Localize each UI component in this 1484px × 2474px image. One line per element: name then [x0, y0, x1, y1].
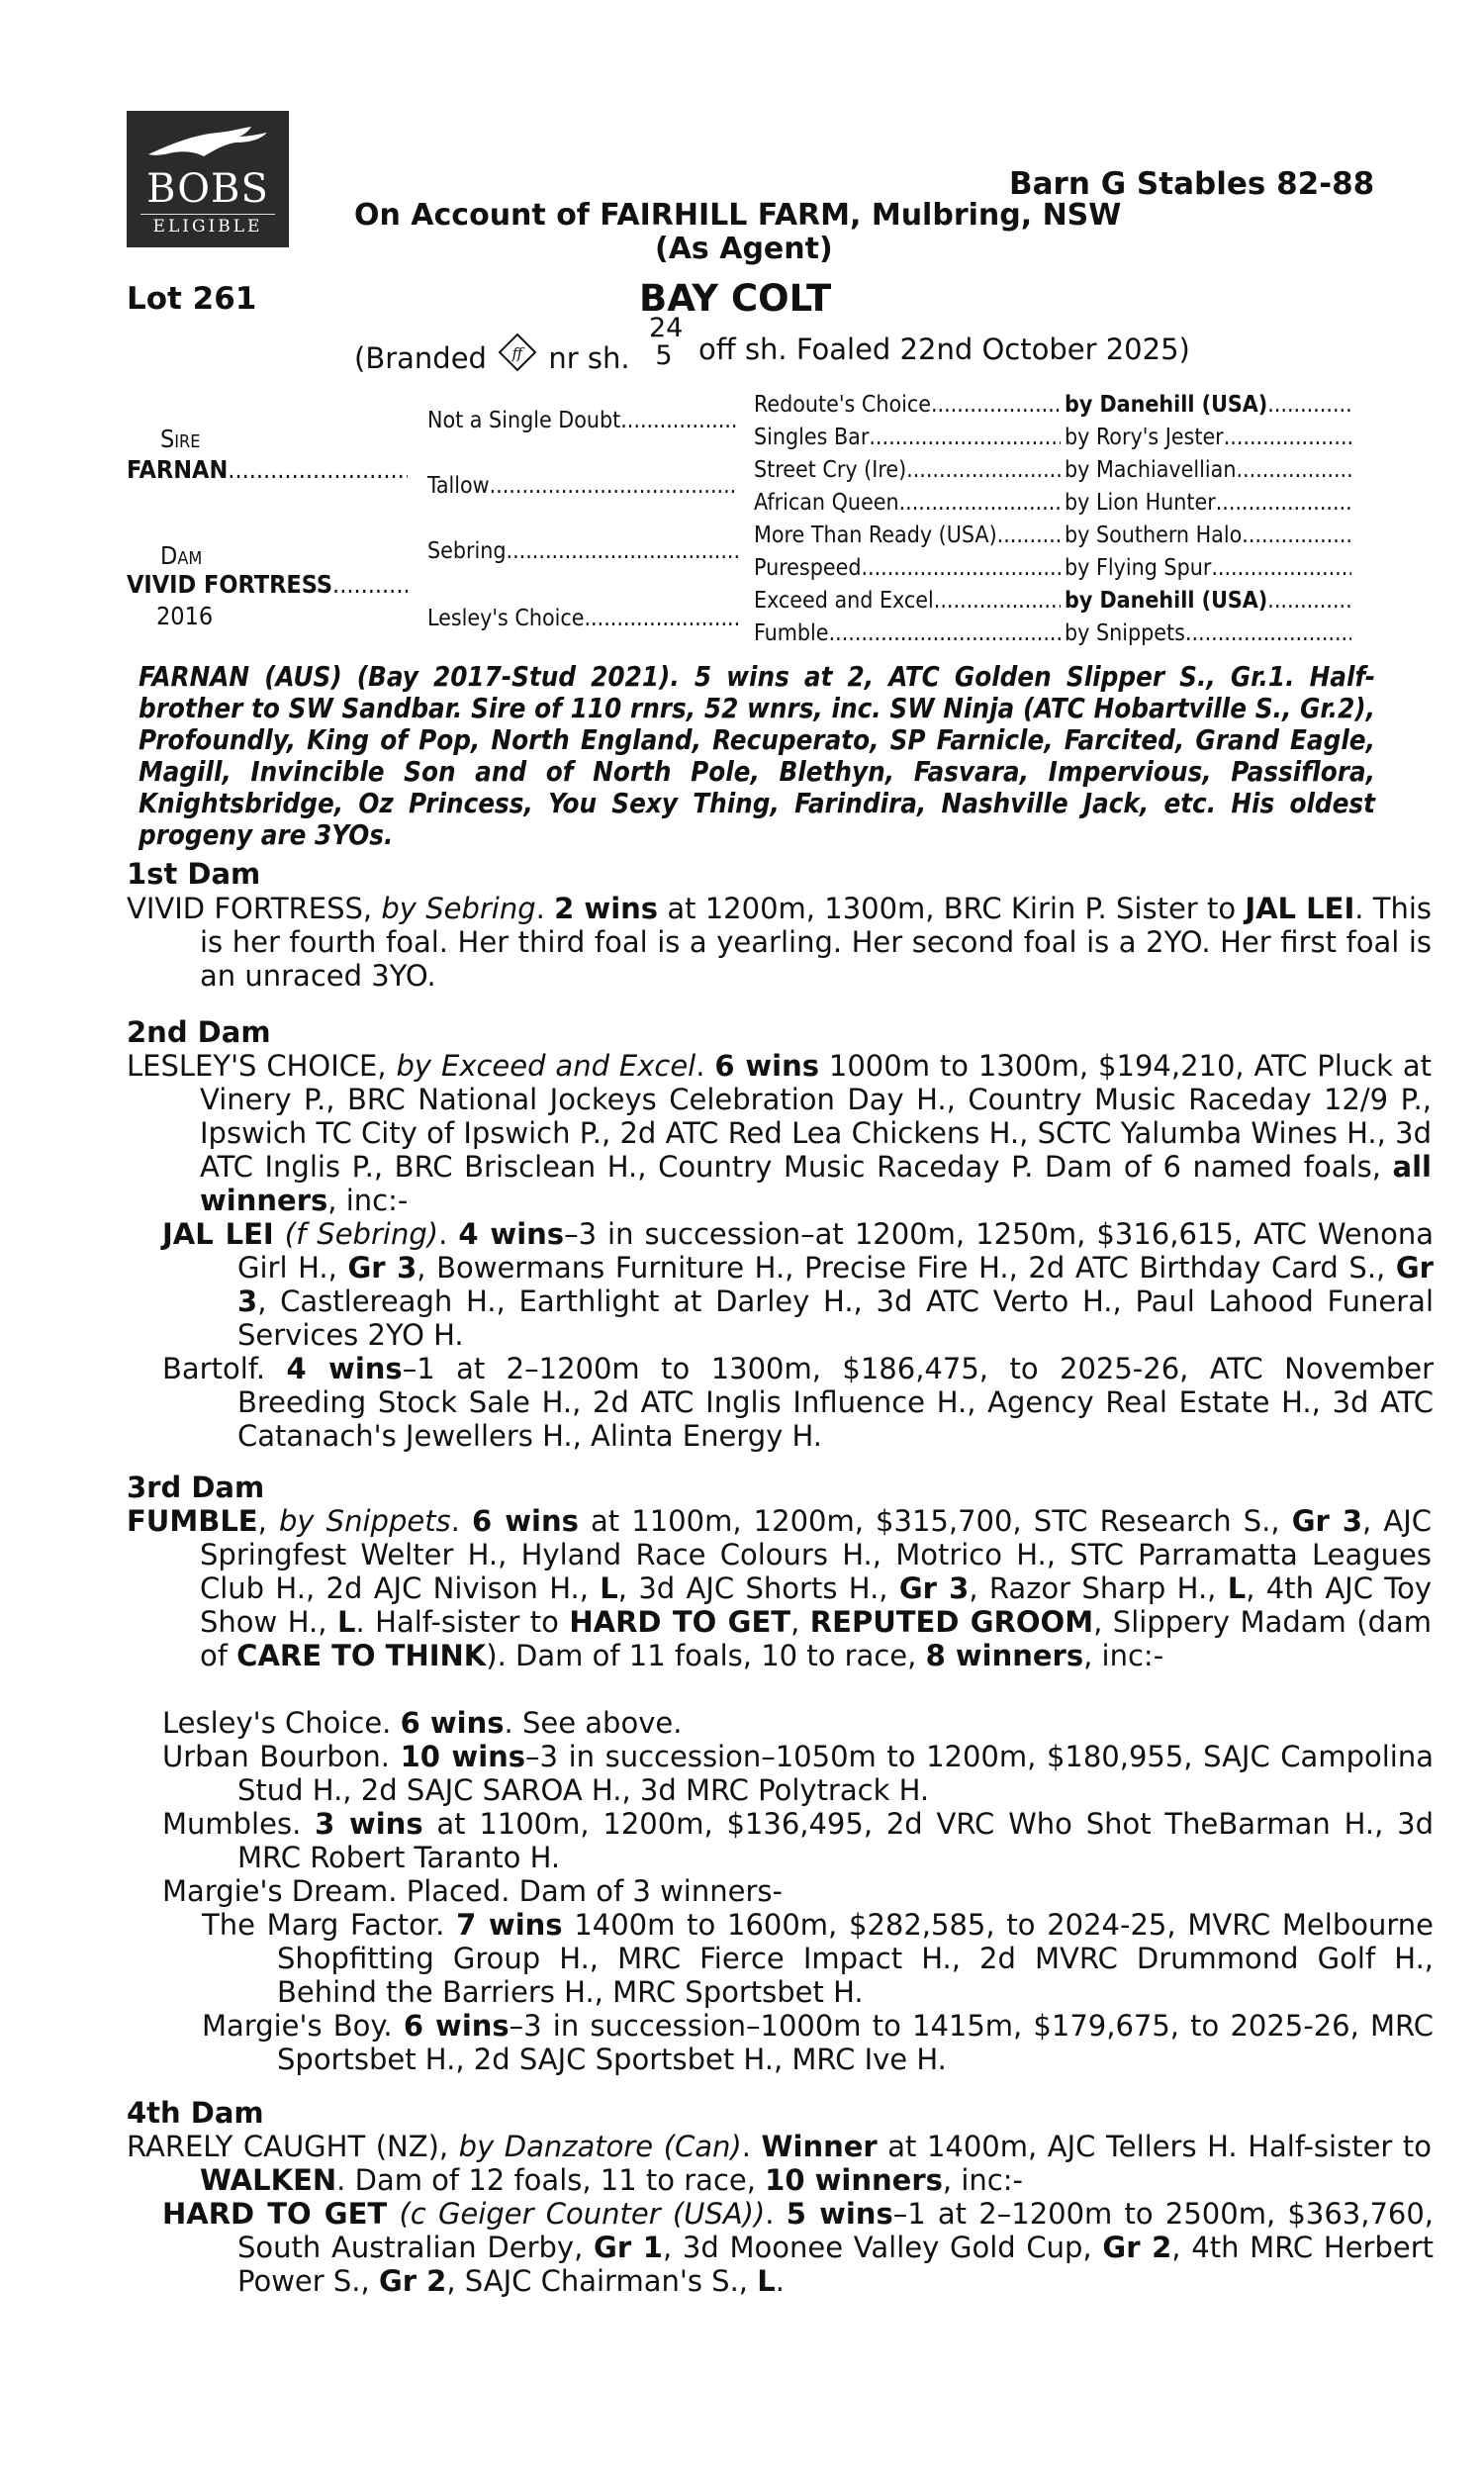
- pedigree-g2-2: Sebring .....: [427, 540, 738, 563]
- brand-suffix: nr sh.: [548, 341, 630, 375]
- dam-year: 2016: [156, 602, 214, 630]
- svg-text:ff: ff: [511, 344, 523, 362]
- lot-number: Lot 261: [127, 281, 257, 317]
- sire-summary: FARNAN (AUS) (Bay 2017-Stud 2021). 5 wins at 2, ATC Golden Slipper S., Gr.1. Half-brother to SW Sandbar. Sire of 110 rnrs, 52 wnrs, inc. SW Ninja (ATC Hobartville S., Gr.2), Profoundly, King of Pop, North England, Recuperato, SP Farnicle, Farcited, Grand Eagle, Magill, Invincible Son and of North Pole, Blethyn, Fasvara, Impervious, Passiflora, Knightsbridge, Oz Princess, You Sexy Thing, Farindira, Nashville Jack, etc. His oldest progeny are 3YOs.: [139, 661, 1375, 851]
- progeny-bartolf: Bartolf. 4 wins–1 at 2–1200m to 1300m, $186,475, to 2025-26, ATC November Breeding Stock Sale H., 2d ATC Inglis Influence H., Agency Real Estate H., 3d ATC Catanach's Jewellers H., Alinta Energy H.: [162, 1352, 1435, 1453]
- horse-head-icon: [144, 125, 271, 164]
- pedigree-g3-3: African Queen .....: [754, 492, 1061, 515]
- lot-title: BAY COLT: [639, 277, 832, 320]
- section-3rd-dam: 3rd Dam: [127, 1471, 265, 1504]
- pedigree-g3-4: More Than Ready (USA) .....: [754, 524, 1061, 547]
- vendor-account: On Account of FAIRHILL FARM, Mulbring, NSW: [354, 198, 1122, 233]
- dam-name: [127, 572, 408, 597]
- pedigree-g4-6: by Danehill (USA) .....: [1065, 590, 1351, 613]
- logo-subtitle: ELIGIBLE: [140, 214, 275, 237]
- section-4th-dam: 4th Dam: [127, 2096, 264, 2130]
- barn-location: Barn G Stables 82-88: [1009, 166, 1375, 202]
- pedigree-g3-0: Redoute's Choice .....: [754, 394, 1061, 417]
- pedigree-g4-1: by Rory's Jester .....: [1065, 427, 1351, 449]
- dam-4-entry: RARELY CAUGHT (NZ), by Danzatore (Can). Winner at 1400m, AJC Tellers H. Half-sister to WALKEN. Dam of 12 foals, 11 to race, 10 winners, inc:-: [127, 2130, 1432, 2197]
- pedigree-g2-0: Not a Single Doubt .....: [427, 410, 738, 432]
- progeny-margies-boy: Margie's Boy. 6 wins–3 in succession–1000m to 1415m, $179,675, to 2025-26, MRC Sportsbet H., 2d SAJC Sportsbet H., MRC Ive H.: [202, 2009, 1434, 2076]
- section-1st-dam: 1st Dam: [127, 857, 261, 891]
- brand-fraction-denominator: 5: [655, 340, 673, 371]
- pedigree-g2-1: Tallow .....: [427, 475, 738, 498]
- brand-prefix: (Branded: [354, 341, 487, 375]
- dam-3-entry: FUMBLE, by Snippets. 6 wins at 1100m, 1200m, $315,700, STC Research S., Gr 3, AJC Springfest Welter H., Hyland Race Colours H., Motrico H., STC Parramatta Leagues Club H., 2d AJC Nivison H., L, 3d AJC Shorts H., Gr 3, Razor Sharp H., L, 4th AJC Toy Show H., L. Half-sister to HARD TO GET, REPUTED GROOM, Slippery Madam (dam of CARE TO THINK). Dam of 11 foals, 10 to race, 8 winners, inc:-: [127, 1504, 1433, 1672]
- brand-fraction-numerator: 24: [649, 313, 684, 343]
- foaling-date: off sh. Foaled 22nd October 2025): [698, 333, 1190, 366]
- section-2nd-dam: 2nd Dam: [127, 1015, 271, 1049]
- pedigree-g4-7: by Snippets .....: [1065, 622, 1351, 645]
- bobs-logo: [127, 111, 289, 247]
- pedigree-g4-2: by Machiavellian .....: [1065, 459, 1351, 482]
- pedigree-g3-1: Singles Bar .....: [754, 427, 1061, 449]
- progeny-hard-to-get: HARD TO GET (c Geiger Counter (USA)). 5 wins–1 at 2–1200m to 2500m, $363,760, South Australian Derby, Gr 1, 3d Moonee Valley Gold Cup, Gr 2, 4th MRC Herbert Power S., Gr 2, SAJC Chairman's S., L.: [162, 2197, 1435, 2298]
- pedigree-g3-2: Street Cry (Ire) .....: [754, 459, 1061, 482]
- sire-name-text: FARNAN: [127, 455, 229, 484]
- pedigree-g4-4: by Southern Halo .....: [1065, 524, 1351, 547]
- pedigree-g2-3: Lesley's Choice .....: [427, 608, 738, 630]
- logo-name: BOBS: [146, 166, 269, 212]
- pedigree-g4-0: by Danehill (USA) .....: [1065, 394, 1351, 417]
- pedigree-g3-7: Fumble .....: [754, 622, 1061, 645]
- progeny-jal-lei: JAL LEI (f Sebring). 4 wins–3 in succession–at 1200m, 1250m, $316,615, ATC Wenona Girl H., Gr 3, Bowermans Furniture H., Precise Fire H., 2d ATC Birthday Card S., Gr 3, Castlereagh H., Earthlight at Darley H., 3d ATC Verto H., Paul Lahood Funeral Services 2YO H.: [162, 1217, 1435, 1352]
- dam-2-entry: LESLEY'S CHOICE, by Exceed and Excel. 6 wins 1000m to 1300m, $194,210, ATC Pluck at Vinery P., BRC National Jockeys Celebration Day H., Country Music Raceday 12/9 P., Ipswich TC City of Ipswich P., 2d ATC Red Lea Chickens H., SCTC Yalumba Wines H., 3d ATC Inglis P., BRC Brisclean H., Country Music Raceday P. Dam of 6 named foals, all winners, inc:-: [127, 1049, 1433, 1217]
- brand-fraction: [649, 313, 684, 371]
- dam-name-text: VIVID FORTRESS: [127, 570, 333, 599]
- sire-label: Sire: [160, 425, 201, 453]
- dam-label: Dam: [160, 541, 203, 570]
- sire-name: [127, 457, 408, 482]
- progeny-margies-dream: Margie's Dream. Placed. Dam of 3 winners-: [162, 1874, 783, 1908]
- pedigree-g3-6: Exceed and Excel .....: [754, 590, 1061, 613]
- progeny-the-marg-factor: The Marg Factor. 7 wins 1400m to 1600m, $282,585, to 2024-25, MVRC Melbourne Shopfitting Group H., MRC Fierce Impact H., 2d MVRC Drummond Golf H., Behind the Barriers H., MRC Sportsbet H.: [202, 1908, 1434, 2009]
- progeny-mumbles: Mumbles. 3 wins at 1100m, 1200m, $136,495, 2d VRC Who Shot TheBarman H., 3d MRC Robert Taranto H.: [162, 1807, 1434, 1874]
- brand-line: [354, 333, 630, 375]
- agent-note: (As Agent): [655, 232, 833, 266]
- dam-1-entry: VIVID FORTRESS, by Sebring. 2 wins at 1200m, 1300m, BRC Kirin P. Sister to JAL LEI. This is her fourth foal. Her third foal is a yearling. Her second foal is a 2YO. Her first foal is an unraced 3YO.: [127, 892, 1432, 993]
- pedigree-g4-5: by Flying Spur .....: [1065, 557, 1351, 580]
- brand-mark-icon: [498, 333, 537, 372]
- progeny-lesleys-choice: Lesley's Choice. 6 wins. See above.: [162, 1706, 683, 1740]
- pedigree-g4-3: by Lion Hunter .....: [1065, 492, 1351, 515]
- progeny-urban-bourbon: Urban Bourbon. 10 wins–3 in succession–1050m to 1200m, $180,955, SAJC Campolina Stud H., 2d SAJC SAROA H., 3d MRC Polytrack H.: [162, 1740, 1434, 1807]
- pedigree-g3-5: Purespeed .....: [754, 557, 1061, 580]
